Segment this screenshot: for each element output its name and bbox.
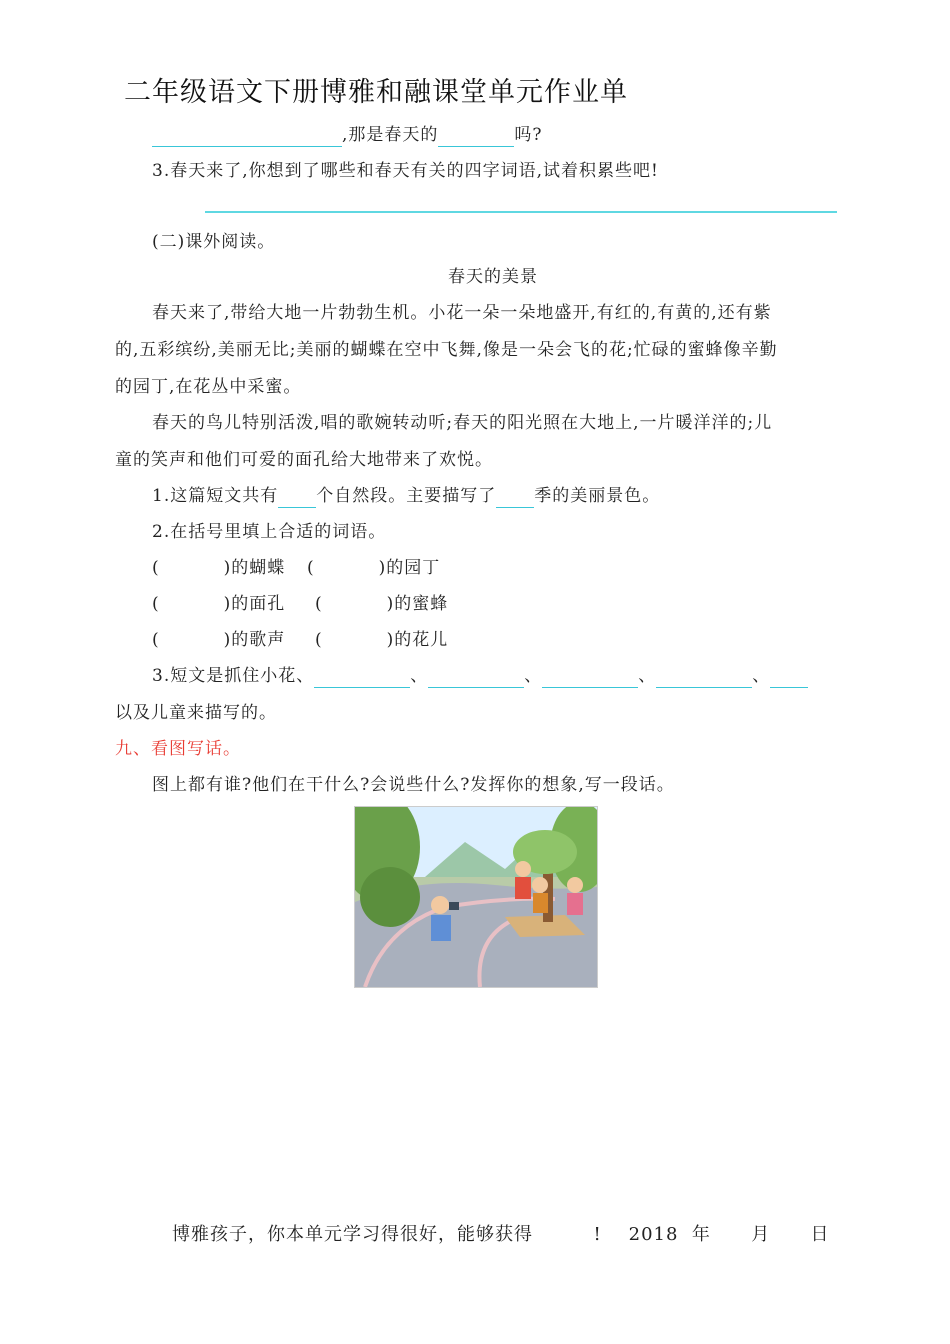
illustration-image bbox=[355, 807, 597, 987]
answer-blank[interactable] bbox=[496, 487, 534, 508]
question-line-spring: ,那是春天的 吗? bbox=[152, 123, 543, 147]
passage-line: 的园丁,在花丛中采蜜。 bbox=[115, 377, 302, 397]
fill-item[interactable]: ( )的蝴蝶 bbox=[152, 558, 286, 578]
section-picture-writing: 九、看图写话。 bbox=[115, 739, 241, 759]
answer-blank[interactable] bbox=[278, 487, 316, 508]
answer-blank[interactable] bbox=[438, 126, 514, 147]
question-3-idioms: 3.春天来了,你想到了哪些和春天有关的四字词语,试着积累些吧! bbox=[152, 161, 659, 181]
question-3-elements: 3.短文是抓住小花、 、 、 、 、 bbox=[152, 664, 808, 688]
answer-line-idioms[interactable] bbox=[205, 211, 837, 213]
passage-line: 童的笑声和他们可爱的面孔给大地带来了欢悦。 bbox=[115, 450, 493, 470]
question-2: 2.在括号里填上合适的词语。 bbox=[152, 522, 387, 542]
passage-title: 春天的美景 bbox=[448, 267, 538, 287]
answer-blank[interactable] bbox=[542, 667, 638, 688]
section-extra-reading: (二)课外阅读。 bbox=[152, 232, 276, 252]
fill-item[interactable]: ( )的歌声 bbox=[152, 630, 286, 650]
fill-item[interactable]: ( )的蜜蜂 bbox=[315, 594, 449, 614]
fill-item[interactable]: ( )的花儿 bbox=[315, 630, 449, 650]
answer-blank[interactable] bbox=[152, 126, 342, 147]
question-3-continued: 以及儿童来描写的。 bbox=[115, 703, 277, 723]
answer-blank[interactable] bbox=[770, 667, 808, 688]
fill-item[interactable]: ( )的面孔 bbox=[152, 594, 286, 614]
footer-encouragement: 博雅孩子，你本单元学习得很好，能够获得 ! 2018 年 月 日 bbox=[172, 1224, 830, 1245]
passage-line: 的,五彩缤纷,美丽无比;美丽的蝴蝶在空中飞舞,像是一朵会飞的花;忙碌的蜜蜂像辛勤 bbox=[115, 340, 778, 360]
picture-writing-prompt: 图上都有谁?他们在干什么?会说些什么?发挥你的想象,写一段话。 bbox=[152, 775, 675, 795]
passage-line: 春天的鸟儿特别活泼,唱的歌婉转动听;春天的阳光照在大地上,一片暖洋洋的;儿 bbox=[152, 413, 773, 433]
question-1: 1.这篇短文共有 个自然段。主要描写了 季的美丽景色。 bbox=[152, 486, 661, 506]
fill-item[interactable]: ( )的园丁 bbox=[307, 558, 441, 578]
answer-blank[interactable] bbox=[428, 667, 524, 688]
answer-blank[interactable] bbox=[656, 667, 752, 688]
passage-line: 春天来了,带给大地一片勃勃生机。小花一朵一朵地盛开,有红的,有黄的,还有紫 bbox=[152, 303, 772, 323]
answer-blank[interactable] bbox=[314, 667, 410, 688]
page-title: 二年级语文下册博雅和融课堂单元作业单 bbox=[124, 77, 628, 108]
illustration-children-spring bbox=[354, 806, 598, 988]
